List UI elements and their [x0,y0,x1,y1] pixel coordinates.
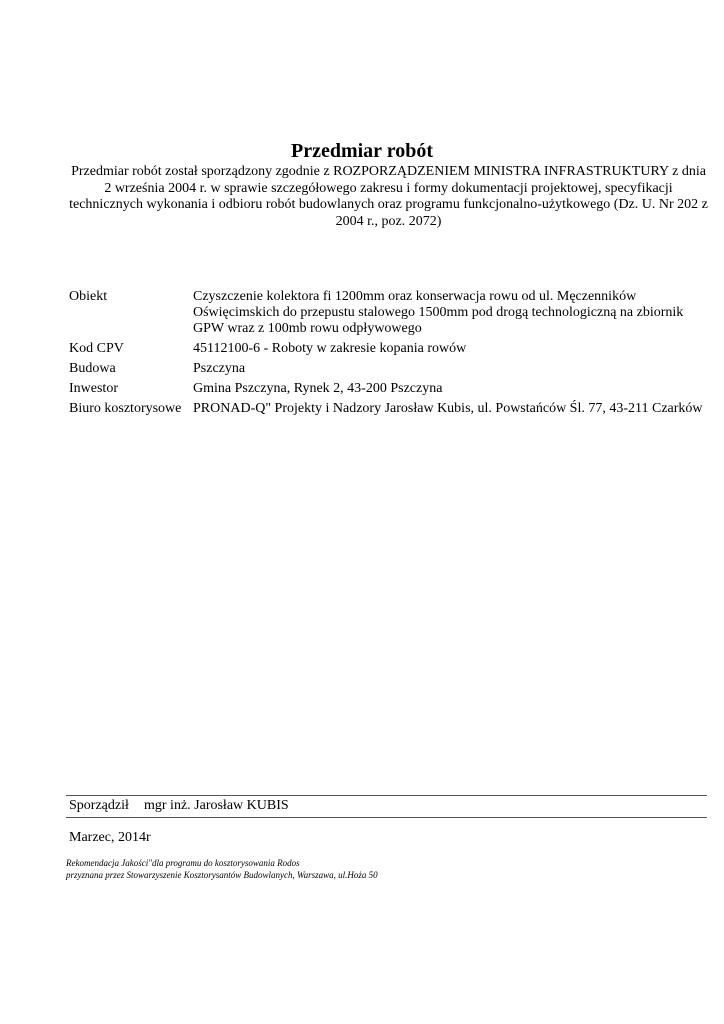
info-label: Kod CPV [69,341,124,356]
info-row-investor [69,381,714,401]
footer-line-1: Rekomendacja Jakości"dla programu do kosztorysowania Rodos [66,858,300,868]
footer-line-2: przyznana przez Stowarzyszenie Kosztorysantów Budowlanych, Warszawa, ul.Hoża 50 [66,870,378,880]
info-row-cost-office [69,401,714,421]
intro-paragraph: Przedmiar robót został sporządzony zgodnie z ROZPORZĄDZENIEM MINISTRA INFRASTRUKTURY z dnia 2 września 2004 r. w sprawie szczegółowego zakresu i formy dokumentacji projektowej, specyfikacji technicznych wykonania i odbioru robót budowlanych oraz programu funkcjonalno-użytkowego (Dz. U. Nr 202 z 2004 r., poz. 2072) [69,164,708,229]
info-row-construction [69,361,714,381]
info-label: Biuro kosztorysowe [69,401,182,416]
info-value: Gmina Pszczyna, Rynek 2, 43-200 Pszczyna [193,381,443,396]
info-row-object [69,289,714,341]
divider-top [66,795,707,796]
prepared-by-label: Sporządził [69,798,129,813]
divider-bottom [66,817,707,818]
prepared-by [69,797,289,814]
page-title: Przedmiar robót [290,140,433,162]
info-value: 45112100-6 - Roboty w zakresie kopania rowów [193,341,467,356]
info-label: Obiekt [69,289,108,304]
footer-note [66,857,378,881]
project-info-table [69,289,714,421]
info-row-cpv [69,341,714,361]
prepared-by-name: mgr inż. Jarosław KUBIS [144,798,289,813]
info-label: Budowa [69,361,116,376]
document-date: Marzec, 2014r [69,830,151,845]
info-value: PRONAD-Q" Projekty i Nadzory Jarosław Kubis, ul. Powstańców Śl. 77, 43-211 Czarków [193,401,703,416]
info-label: Inwestor [69,381,118,396]
info-value: Czyszczenie kolektora fi 1200mm oraz konserwacja rowu od ul. Męczenników Oświęcimskich do przepustu stalowego 1500mm pod drogą technologiczną na zbiornik GPW wraz z 100mb rowu odpływowego [193,289,684,336]
info-value: Pszczyna [193,361,246,376]
